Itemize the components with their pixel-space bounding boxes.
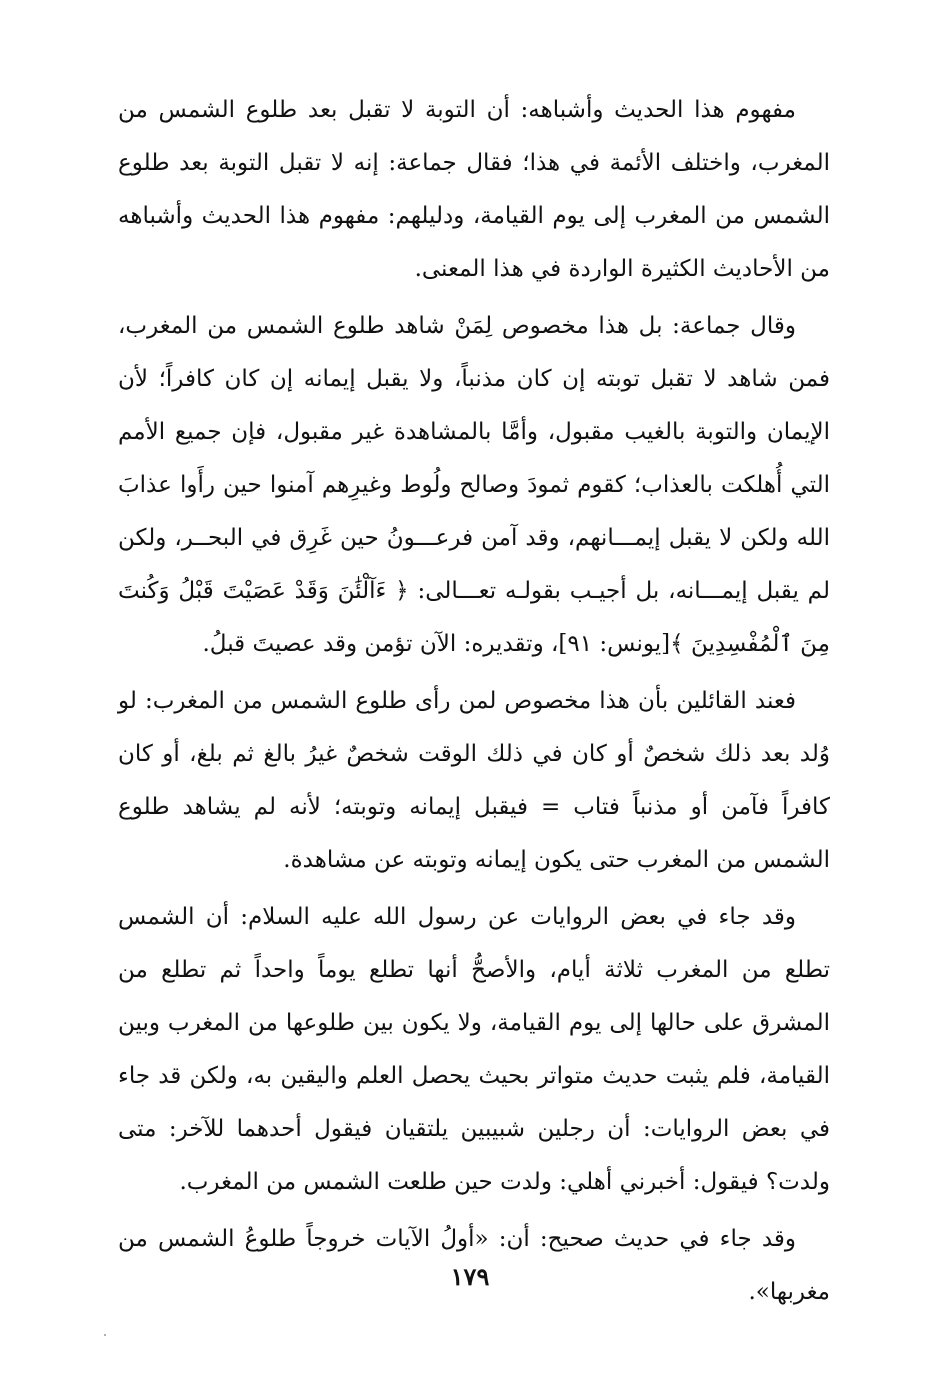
paragraph-2: وقال جماعة: بل هذا مخصوص لِمَنْ شاهد طلوع الشمس من المغرب، فمن شاهد لا تقبل توبته إن كان مذنباً، ولا يقبل إيمانه إن كان كافراً؛ لأن الإيمان والتوبة بالغيب مقبول، وأمَّا بالمشاهدة غير مقبول، فإن جميع الأمم التي أُهلكت بالعذاب؛ كقوم ثمودَ وصالح ولُوط وغيرِهم آمنوا حين رأَوا عذابَ الله ولكن لا يقبل إيمـــانهم، وقد آمن فرعـــونُ حين غَرِق في البحــر، ولكن لم يقبل إيمـــانه، بل أجيـب بقولـه تعـــالى: ﴿ ءَآلْئَٰنَ وَقَدْ عَصَيْتَ قَبْلُ وَكُنتَ مِنَ ٱلْمُفْسِدِينَ ﴾[يونس: ٩١]، وتقديره: الآن تؤمن وقد عصيتَ قبلُ. <box>118 313 830 657</box>
paragraph-1: مفهوم هذا الحديث وأشباهه: أن التوبة لا تقبل بعد طلوع الشمس من المغرب، واختلف الأئمة في هذا؛ فقال جماعة: إنه لا تقبل التوبة بعد طلوع الشمس من المغرب إلى يوم القيامة، ودليلهم: مفهوم هذا الحديث وأشباهه من الأحاديث الكثيرة الواردة في هذا المعنى. <box>118 97 830 282</box>
page-number: ١٧٩ <box>450 1262 490 1291</box>
paragraph-3: فعند القائلين بأن هذا مخصوص لمن رأى طلوع الشمس من المغرب: لو وُلد بعد ذلك شخصٌ أو كان في ذلك الوقت شخصٌ غيرُ بالغ ثم بلغ، أو كان كافراً فآمن أو مذنباً فتاب = فيقبل إيمانه وتوبته؛ لأنه لم يشاهد طلوع الشمس من المغرب حتى يكون إيمانه وتوبته عن مشاهدة. <box>118 688 830 873</box>
body-text <box>118 84 830 1319</box>
paragraph-4: وقد جاء في بعض الروايات عن رسول الله عليه السلام: أن الشمس تطلع من المغرب ثلاثة أيام، والأصحُّ أنها تطلع يوماً واحداً ثم تطلع من المشرق على حالها إلى يوم القيامة، ولا يكون بين طلوعها من المغرب وبين القيامة، فلم يثبت حديث متواتر بحيث يحصل العلم واليقين به، ولكن قد جاء في بعض الروايات: أن رجلين شبيبين يلتقيان فيقول أحدهما للآخر: متى ولدت؟ فيقول: أخبرني أهلي: ولدت حين طلعت الشمس من المغرب. <box>118 904 830 1195</box>
scan-speck <box>104 1334 106 1336</box>
paragraph-5: وقد جاء في حديث صحيح: أن: «أولُ الآيات خروجاً طلوعُ الشمس من مغربها». <box>118 1226 830 1305</box>
